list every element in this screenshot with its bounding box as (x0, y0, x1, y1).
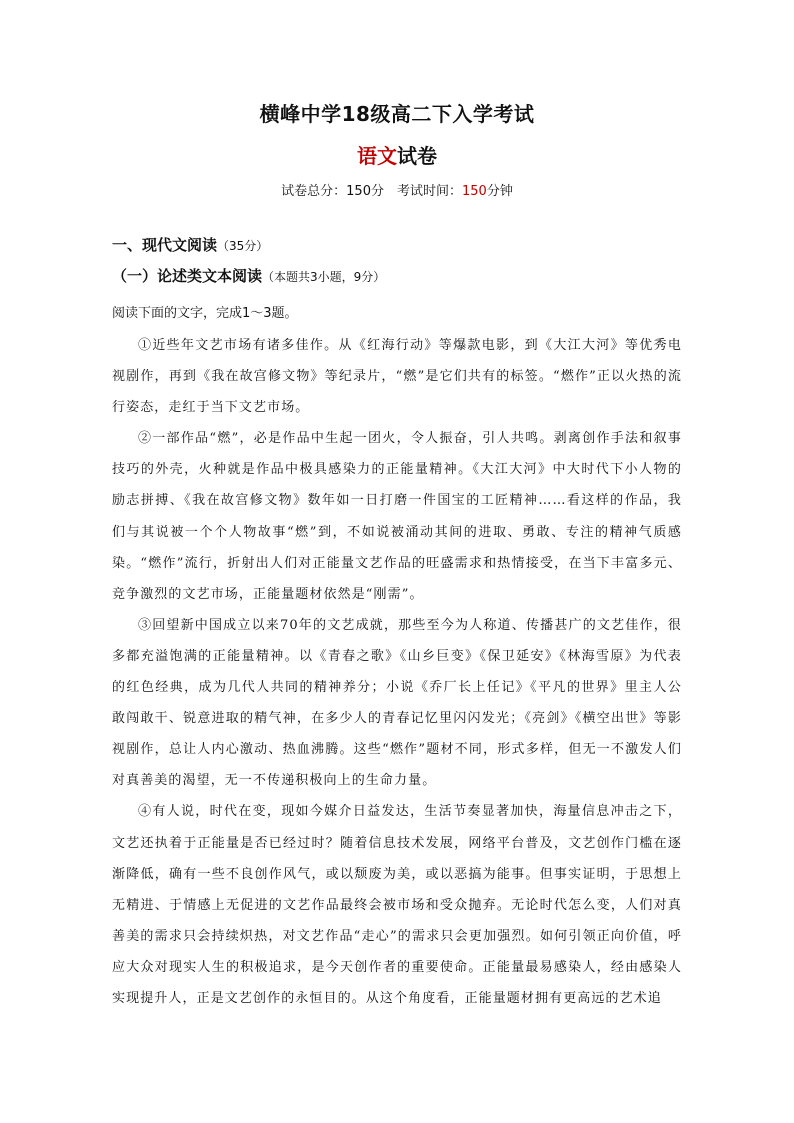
passage-paragraph-4: ④有人说，时代在变，现如今媒介日益发达，生活节奏显著加快，海量信息冲击之下，文艺还执着于正能量是否已经过时？随着信息技术发展，网络平台普及，文艺创作门槛在逐渐降低，确有一些不良创作风气，或以颓废为美，或以恶搞为能事。但事实证明，于思想上无精进、于情感上无促进的文艺作品最终会被市场和受众抛弃。无论时代怎么变，人们对真善美的需求只会持续炽热，对文艺作品“走心”的需求只会更加强烈。如何引领正向价值，呼应大众对现实人生的积极追求，是今天创作者的重要使命。正能量最易感染人，经由感染人实现提升人，正是文艺创作的永恒目的。从这个角度看，正能量题材拥有更高远的艺术追 (112, 804, 682, 1006)
score-and-time-line (0, 180, 794, 199)
subject-title-rest: 试卷 (397, 144, 437, 168)
subsection-title: （一）论述类文本阅读 (112, 267, 263, 285)
passage-paragraph-3: ③回望新中国成立以来70年的文艺成就，那些至今为人称道、传播甚广的文艺佳作，很多都充溢饱满的正能量精神。以《青春之歌》《山乡巨变》《保卫延安》《林海雪原》为代表的红色经典，成为几代人共同的精神养分；小说《乔厂长上任记》《平凡的世界》里主人公敢闯敢干、锐意进取的精气神，在多少人的青春记忆里闪闪发光；《亮剑》《横空出世》等影视剧作，总让人内心激动、热血沸腾。这些“燃作”题材不同，形式多样，但无一不激发人们对真善美的渴望，无一不传递积极向上的生命力量。 (112, 617, 682, 789)
section-score-note: （35分） (217, 239, 269, 253)
reading-passage (112, 330, 682, 1014)
reading-instruction: 阅读下面的文字，完成1～3题。 (112, 306, 298, 321)
passage-paragraph-1: ①近些年文艺市场有诸多佳作。从《红海行动》等爆款电影，到《大江大河》等优秀电视剧作，再到《我在故宫修文物》等纪录片，“燃”是它们共有的标签。“燃作”正以火热的流行姿态，走红于当下文艺市场。 (112, 338, 682, 416)
score-label: 试卷总分：150分 考试时间： (281, 184, 462, 199)
exam-title: 横峰中学18级高二下入学考试 (259, 102, 535, 126)
subject-title-accent: 语文 (357, 144, 397, 168)
passage-paragraph-2: ②一部作品“燃”，必是作品中生起一团火，令人振奋，引人共鸣。剥离创作手法和叙事技巧的外壳，火种就是作品中极具感染力的正能量精神。《大江大河》中大时代下小人物的励志拼搏、《我在故宫修文物》数年如一日打磨一件国宝的工匠精神……看这样的作品，我们与其说被一个个人物故事“燃”到，不如说被涌动其间的进取、勇敢、专注的精神气质感染。“燃作”流行，折射出人们对正能量文艺作品的旺盛需求和热情接受，在当下丰富多元、竞争激烈的文艺市场，正能量题材依然是“刚需”。 (112, 431, 682, 602)
subsection-heading (112, 265, 385, 286)
time-unit: 分钟 (486, 184, 513, 199)
time-value: 150 (461, 184, 487, 199)
section-heading (112, 234, 268, 255)
section-title: 一、现代文阅读 (112, 236, 218, 254)
subsection-score-note: （本题共3小题，9分） (262, 270, 386, 284)
subject-title (0, 140, 794, 169)
